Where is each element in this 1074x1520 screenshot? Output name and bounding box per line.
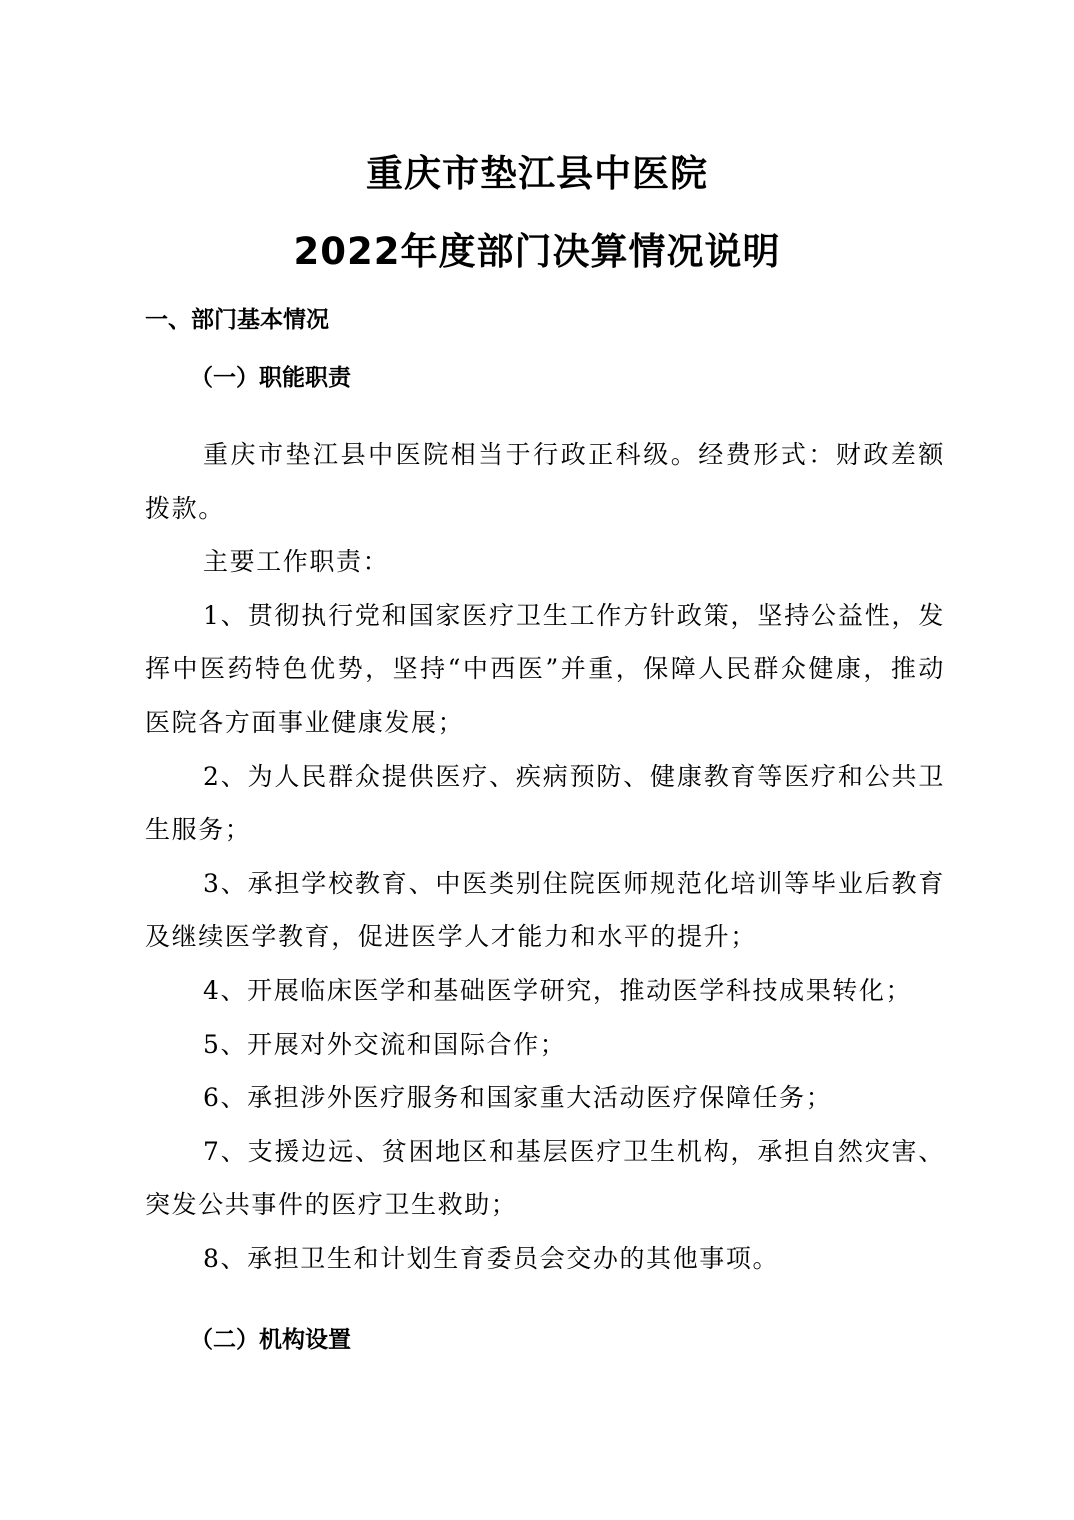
duty-item-8: 8、承担卫生和计划生育委员会交办的其他事项。: [203, 1243, 780, 1273]
section-heading-basic-info: 一、部门基本情况: [145, 307, 329, 333]
duty-item-7: 7、支援边远、贫困地区和基层医疗卫生机构，承担自然灾害、突发公共事件的医疗卫生救助；: [145, 1136, 945, 1220]
intro-paragraph: 重庆市垫江县中医院相当于行政正科级。经费形式：财政差额拨款。: [145, 440, 945, 523]
duty-item-6: 6、承担涉外医疗服务和国家重大活动医疗保障任务；: [203, 1083, 833, 1113]
document-title-line2: 2022年度部门决算情况说明: [293, 230, 781, 273]
duties-label: 主要工作职责：: [203, 547, 390, 577]
subsection-heading-functions: （一）职能职责: [190, 365, 351, 391]
document-title-line1: 重庆市垫江县中医院: [366, 152, 708, 195]
document-body: [145, 428, 945, 1286]
duty-item-2: 2、为人民群众提供医疗、疾病预防、健康教育等医疗和公共卫生服务；: [145, 761, 945, 845]
duty-item-5: 5、开展对外交流和国际合作；: [203, 1029, 567, 1059]
subsection-heading-organization: （二）机构设置: [190, 1327, 351, 1353]
duty-item-1: 1、贯彻执行党和国家医疗卫生工作方针政策，坚持公益性，发挥中医药特色优势，坚持“中西医”并重，保障人民群众健康，推动医院各方面事业健康发展；: [145, 600, 945, 737]
duty-item-4: 4、开展临床医学和基础医学研究，推动医学科技成果转化；: [203, 975, 913, 1005]
duty-item-3: 3、承担学校教育、中医类别住院医师规范化培训等毕业后教育及继续医学教育，促进医学人才能力和水平的提升；: [145, 868, 945, 952]
